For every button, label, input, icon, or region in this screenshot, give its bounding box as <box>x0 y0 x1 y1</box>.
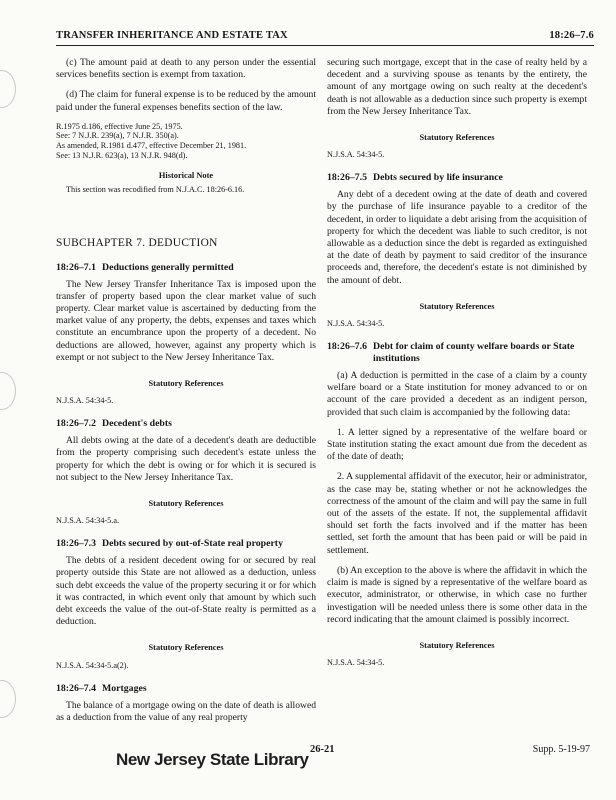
header-title: TRANSFER INHERITANCE AND ESTATE TAX <box>56 30 288 41</box>
statutory-reference: N.J.S.A. 54:34-5.a(2). <box>56 660 129 670</box>
section-number: 18:26–7.2 <box>56 418 97 430</box>
supplement-date: Supp. 5-19-97 <box>532 744 590 755</box>
library-stamp: New Jersey State Library <box>116 750 309 769</box>
page-number: 26-21 <box>310 744 335 755</box>
statutory-references-title: Statutory References <box>419 640 495 650</box>
section-heading-7-2 <box>56 418 316 430</box>
statutory-reference: N.J.S.A. 54:34-5.a. <box>56 516 119 526</box>
section-7-6-item-2: 2. A supplemental affidavit of the executor, heir or administrator, as the case may be, stating whether or not he acknowledges the correctness of the amount of the claim and will pay the same in full out of the assets of the estate. If not, the supplemental affidavit should set forth the facts involved and if the matter has been settled, set forth the amount that has been paid or will be paid in settlement. <box>327 471 587 556</box>
section-number: 18:26–7.6 <box>327 341 368 353</box>
statutory-references-title: Statutory References <box>148 499 224 509</box>
statutory-reference: N.J.S.A. 54:34-5. <box>327 150 385 160</box>
punch-hole <box>0 372 16 410</box>
section-heading-7-5 <box>327 172 587 184</box>
section-7-6-paragraph-b: (b) An exception to the above is where the affidavit in which the claim is made is signed by a representative of the welfare board as executor, administrator, or otherwise, in which case no further investigation will be needed unless there is some other data in the record indicating that the amount claimed is possibly incorrect. <box>327 564 587 625</box>
statutory-references-title: Statutory References <box>419 133 495 143</box>
history-line: See: 13 N.J.R. 623(a), 13 N.J.R. 948(d). <box>56 150 188 160</box>
section-title: Debts secured by out-of-State real property <box>102 538 283 550</box>
section-heading-7-4 <box>56 683 316 695</box>
statutory-references-title: Statutory References <box>148 379 224 389</box>
header-section-range: 18:26–7.6 <box>549 30 594 41</box>
section-heading-7-6 <box>327 341 587 365</box>
section-7-6-paragraph-a: (a) A deduction is permitted in the case of a claim by a county welfare board or a State institution for money advanced to or on account of the care provided a decedent as an indigent person, provided that such claim is accompanied by the following data: <box>327 370 587 418</box>
section-number: 18:26–7.4 <box>56 682 97 694</box>
section-7-1-text: The New Jersey Transfer Inheritance Tax is imposed upon the transfer of property based upon the clear market value of such property. Clear market value is ascertained by deducting from the market value of any property, the debts, expenses and taxes which constitute an encumbrance upon the property of a decedent. No deductions are allowed, however, against any property which is exempt or not subject to the New Jersey Inheritance Tax. <box>56 278 316 363</box>
section-7-5-text: Any debt of a decedent owing at the date of death and covered by the purchase of life insurance payable to a creditor of the decedent, in order to liquidate a debt arising from the acquisition of property for which the decedent was liable to such creditor, is not allowable as a deduction since the debt is regarded as extinguished at the date of death by payment to said creditor of the insurance proceeds and, therefore, the decedent's estate is not diminished by the amount of debt. <box>327 189 587 286</box>
section-7-4-text: The balance of a mortgage owing on the date of death is allowed as a deduction from the value of any real property <box>56 699 316 723</box>
history-line: See: 7 N.J.R. 239(a), 7 N.J.R. 350(a). <box>56 131 179 141</box>
statutory-references-title: Statutory References <box>419 301 495 311</box>
section-title: Debt for claim of county welfare boards or State institutions <box>373 341 575 365</box>
section-title: Debts secured by life insurance <box>373 172 503 184</box>
statutory-reference: N.J.S.A. 54:34-5. <box>56 396 114 406</box>
paragraph-c: (c) The amount paid at death to any person under the essential services benefits section is exempt from taxation. <box>56 57 316 81</box>
statutory-reference: N.J.S.A. 54:34-5. <box>327 658 385 668</box>
historical-note-text: This section was recodified from N.J.A.C. 18:26-6.16. <box>66 185 245 195</box>
punch-hole <box>0 680 16 718</box>
section-heading-7-1 <box>56 262 316 274</box>
header-divider <box>56 45 594 46</box>
source-history <box>56 122 316 160</box>
history-line: R.1975 d.186, effective June 25, 1975. <box>56 121 183 131</box>
statutory-reference: N.J.S.A. 54:34-5. <box>327 319 385 329</box>
section-title: Decedent's debts <box>102 418 172 430</box>
section-7-4-continuation: securing such mortgage, except that in the case of realty held by a decedent and a surviving spouse as tenants by the entirety, the amount of any mortgage owing on such realty at the decedent's death is not allowable as a deduction since such property is exempt from the New Jersey Inheritance Tax. <box>327 57 587 117</box>
right-column <box>327 57 587 680</box>
statutory-references-title: Statutory References <box>148 643 224 653</box>
section-heading-7-3 <box>56 538 316 550</box>
subchapter-title: SUBCHAPTER 7. DEDUCTION <box>56 237 218 250</box>
section-7-3-text: The debts of a resident decedent owing for or secured by real property outside this State are not allowed as a deduction, unless such debt exceeds the value of the property securing it or for which it was contracted, in which event only that amount by which such debt exceeds the value of the out-of-State realty is permitted as a deduction. <box>56 555 316 628</box>
running-header <box>56 30 594 41</box>
paragraph-d: (d) The claim for funeral expense is to be reduced by the amount paid under the funeral expenses benefits section of the law. <box>56 89 316 113</box>
section-7-6-item-1: 1. A letter signed by a representative of the welfare board or State institution stating the exact amount due from the decedent as of the date of death; <box>327 426 587 463</box>
historical-note-title: Historical Note <box>158 171 214 181</box>
section-number: 18:26–7.3 <box>56 538 97 550</box>
section-number: 18:26–7.5 <box>327 172 368 184</box>
section-7-2-text: All debts owing at the date of a decedent's death are deductible from the property comprising such decedent's estate unless the property for which the debt is owing or for which it is secured is not subject to the New Jersey Inheritance Tax. <box>56 435 316 483</box>
section-title: Mortgages <box>102 682 147 694</box>
section-title: Deductions generally permitted <box>102 261 234 273</box>
history-line: As amended, R.1981 d.477, effective December 21, 1981. <box>56 141 247 150</box>
section-number: 18:26–7.1 <box>56 261 97 273</box>
punch-hole <box>0 70 16 108</box>
left-column <box>56 57 316 732</box>
